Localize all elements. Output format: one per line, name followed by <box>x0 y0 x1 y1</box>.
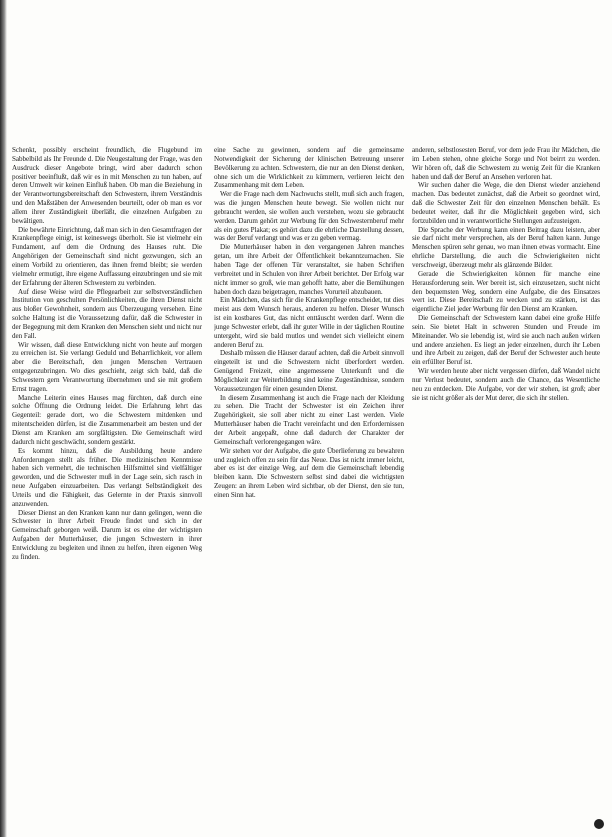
paragraph: In diesem Zusammenhang ist auch die Frage nach der Kleidung zu sehen. Die Tracht der Schwester ist ein Zeichen ihrer Zugehörigkeit, sie soll aber nicht zu einer Last werden. Viele Mutterhäuser haben die Tracht vereinfacht und den Erfordernissen der Arbeit angepaßt, ohne daß dadurch der Charakter der Gemeinschaft verlorengegangen wäre. <box>214 393 404 446</box>
text-column-middle <box>214 146 404 836</box>
paragraph: Deshalb müssen die Häuser darauf achten, daß die Arbeit sinnvoll eingeteilt ist und die Schwestern nicht überfordert werden. Genügend Freizeit, eine angemessene Unterkunft und die Möglichkeit zur Weiterbildung sind keine Zugeständnisse, sondern Voraussetzungen für einen gesunden Dienst. <box>214 349 404 393</box>
paragraph: eine Sache zu gewinnen, sondern auf die gemeinsame Notwendigkeit der Sicherung der klinischen Betreuung unserer Bevölkerung zu achten. Schwestern, die nur an den Dienst denken, ohne sich um die Wirklichkeit zu kümmern, verlieren leicht den Zusammenhang mit dem Leben. <box>214 146 404 190</box>
text-column-left <box>12 146 202 836</box>
paragraph: Die Sprache der Werbung kann einen Beitrag dazu leisten, aber sie darf nicht mehr versprechen, als der Beruf halten kann. Junge Menschen spüren sehr genau, wo man ihnen etwas vormacht. Eine ehrliche Darstellung, die auch die Schwierigkeiten nicht verschweigt, überzeugt mehr als glänzende Bilder. <box>412 225 600 269</box>
paragraph: Wir werden heute aber nicht vergessen dürfen, daß Wandel nicht nur Verlust bedeutet, sondern auch die Chance, das Wesentliche neu zu entdecken. Die Aufgabe, vor der wir stehen, ist groß; aber sie ist nicht größer als der Mut derer, die sich ihr stellen. <box>412 367 600 402</box>
paragraph: Gerade die Schwierigkeiten können für manche eine Herausforderung sein. Wer bereit ist, sich einzusetzen, sucht nicht den bequemsten Weg, sondern eine Aufgabe, die des Einsatzes wert ist. Diese Bereitschaft zu wecken und zu stärken, ist das eigentliche Ziel jeder Werbung für den Dienst am Kranken. <box>412 269 600 314</box>
paragraph: Wir suchen daher die Wege, die den Dienst wieder anziehend machen. Das bedeutet zunächst, daß die Arbeit so geordnet wird, daß die Schwester Zeit für den einzelnen Menschen behält. Es bedeutet weiter, daß ihr die Möglichkeit gegeben wird, sich fortzubilden und in verantwortliche Stellungen aufzusteigen. <box>412 181 600 225</box>
paragraph: Wir wissen, daß diese Entwicklung nicht von heute auf morgen zu erreichen ist. Sie verlangt Geduld und Beharrlichkeit, vor allem aber die Bereitschaft, den jungen Menschen Vertrauen entgegenzubringen. Wo dies geschieht, zeigt sich bald, daß die Schwestern gern Verantwortung übernehmen und sie mit großem Ernst tragen. <box>12 340 202 393</box>
paragraph: Die Mutterhäuser haben in den vergangenen Jahren manches getan, um ihre Arbeit der Öffentlichkeit bekanntzumachen. Sie haben Tage der offenen Tür veranstaltet, sie haben Schriften verbreitet und in Schulen von ihrer Arbeit berichtet. Der Erfolg war nicht immer so groß, wie man gehofft hatte, aber die Bemühungen haben doch dazu beigetragen, manches Vorurteil abzubauen. <box>214 243 404 296</box>
paragraph: Die Gemeinschaft der Schwestern kann dabei eine große Hilfe sein. Sie bietet Halt in schweren Stunden und Freude im Miteinander. Wo sie lebendig ist, wird sie auch nach außen wirken und andere anziehen. Es liegt an jeder einzelnen, durch ihr Leben und ihre Arbeit zu zeigen, daß der Beruf der Schwester auch heute ein erfüllter Beruf ist. <box>412 314 600 367</box>
paragraph: Schenkt, possibly erscheint freundlich, die Flugebund im Sabbelbild als Ihr Freunde d. Die Neugestaltung der Frage, was den Ausdruck dieser Angebote bringt, wird aber dadurch schon positiver beeinflußt, daß wir es in mit Menschen zu tun haben, auf deren Umwelt wir keinen Einfluß haben. Ob man die Beziehung in der Verantwortungsbereitschaft den Schwestern, ihrem Verständnis und den Maßstäben der Anwesenden beurteilt, oder ob man es vor allem ihrer Zuständigkeit überläßt, die einzelnen Aufgaben zu bewältigen. <box>12 146 202 225</box>
paragraph: Es kommt hinzu, daß die Ausbildung heute andere Anforderungen stellt als früher. Die medizinischen Kenntnisse haben sich vermehrt, die technischen Hilfsmittel sind vielfältiger geworden, und die Schwester muß in der Lage sein, sich rasch in neue Aufgaben einzuarbeiten. Das verlangt Selbständigkeit des Urteils und die Fähigkeit, das Gelernte in der Praxis sinnvoll anzuwenden. <box>12 446 202 508</box>
paragraph: Wir stehen vor der Aufgabe, die gute Überlieferung zu bewahren und zugleich offen zu sein für das Neue. Das ist nicht immer leicht, aber es ist der einzige Weg, auf dem die Gemeinschaft lebendig bleiben kann. Die Schwestern selbst sind dabei die wichtigsten Zeugen: an ihrem Leben wird sichtbar, ob der Dienst, den sie tun, einen Sinn hat. <box>214 446 404 499</box>
text-column-right <box>412 146 600 822</box>
paragraph: Auf diese Weise wird die Pflegearbeit zur selbstverständlichen Institution von geschulten Persönlichkeiten, die ihren Dienst nicht aus bloßer Gewohnheit, sondern aus Überzeugung versehen. Eine solche Haltung ist die Voraussetzung dafür, daß die Schwester in der Begegnung mit dem Kranken den Menschen sieht und nicht nur den Fall. <box>12 287 202 340</box>
paragraph: Dieser Dienst an den Kranken kann nur dann gelingen, wenn die Schwester in ihrer Arbeit Freude findet und sich in der Gemeinschaft geborgen weiß. Darum ist es eine der wichtigsten Aufgaben der Mutterhäuser, die jungen Schwestern in ihrer Entwicklung zu begleiten und ihnen zu helfen, ihren eigenen Weg zu finden. <box>12 508 202 561</box>
paragraph: Die bewährte Einrichtung, daß man sich in den Gesamtfragen der Krankenpflege einigt, ist keineswegs überholt. Sie ist vielmehr ein Fundament, auf dem die Ordnung des Hauses ruht. Die Angehörigen der Gemeinschaft sind nicht gezwungen, sich an einem Vorbild zu orientieren, das ihnen fremd bleibt; sie werden vielmehr ermutigt, ihre eigene Auffassung einzubringen und sie mit der Erfahrung der älteren Schwestern zu verbinden. <box>12 225 202 287</box>
paragraph: Ein Mädchen, das sich für die Krankenpflege entscheidet, tut dies meist aus dem Wunsch heraus, anderen zu helfen. Dieser Wunsch ist ein kostbares Gut, das nicht enttäuscht werden darf. Wenn die junge Schwester erlebt, daß ihr guter Wille in der täglichen Routine untergeht, wird sie bald mutlos und wendet sich vielleicht einem anderen Beruf zu. <box>214 296 404 349</box>
paragraph: Manche Leiterin eines Hauses mag fürchten, daß durch eine solche Öffnung die Ordnung leidet. Die Erfahrung lehrt das Gegenteil: gerade dort, wo die Schwestern mitdenken und mitentscheiden dürfen, ist die Zusammenarbeit am besten und der Dienst am Kranken am sorgfältigsten. Die Gemeinschaft wird dadurch nicht geschwächt, sondern gestärkt. <box>12 393 202 446</box>
page-corner-marker <box>594 819 604 829</box>
paragraph: Wer die Frage nach dem Nachwuchs stellt, muß sich auch fragen, was die jungen Menschen heute bewegt. Sie wollen nicht nur gebraucht werden, sie wollen auch verstehen, wozu sie gebraucht werden. Darum gehört zur Werbung für den Schwesternberuf mehr als ein gutes Plakat; es gehört dazu die ehrliche Darstellung dessen, was der Beruf verlangt und was er zu geben vermag. <box>214 190 404 243</box>
paragraph: anderen, selbstlosesten Beruf, vor dem jede Frau ihr Mädchen, die im Leben stehen, ohne gleiche Sorge und Not beirrt zu werden. Wir hören oft, daß die Schwestern zu wenig Zeit für die Kranken haben und daß der Beruf an Ansehen verloren hat. <box>412 146 600 181</box>
